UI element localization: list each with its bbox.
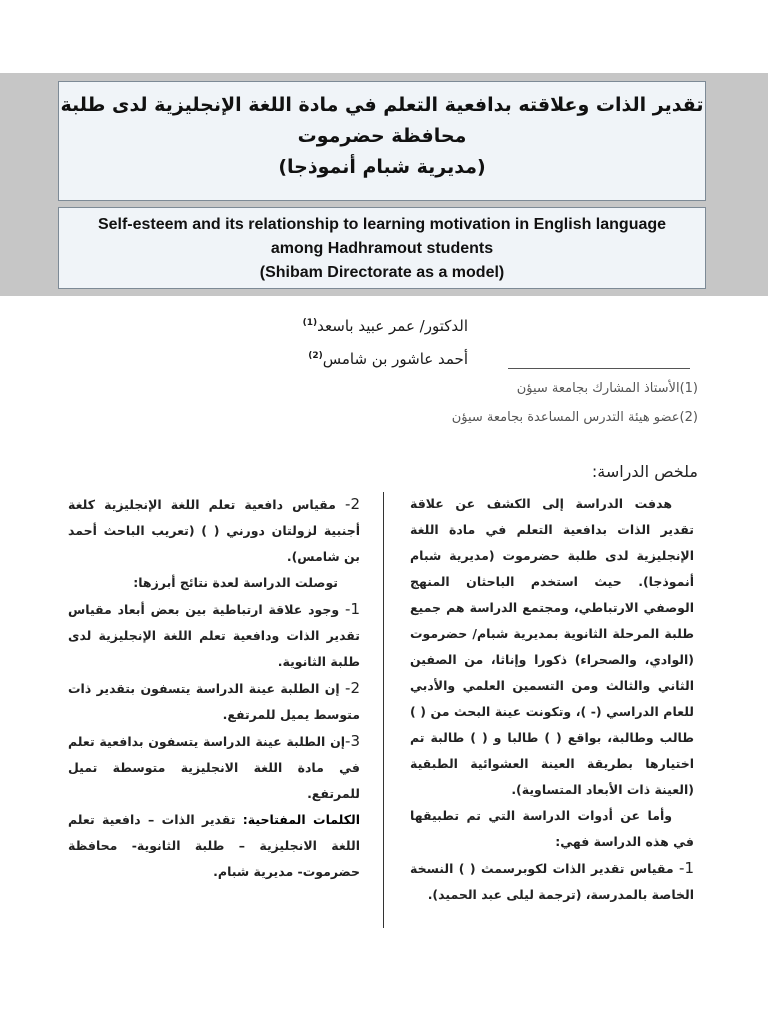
arabic-title-line-2: محافظة حضرموت [297,125,467,147]
results-intro: توصلت الدراسة لعدة نتائج أبرزها: [133,575,338,590]
list-number: 1- [345,600,360,618]
footnote-2: (2)عضو هيئة التدرس المساعدة بجامعة سيؤن [451,410,698,425]
author-2-footnote-mark: (2) [308,351,323,361]
footnote-rule [508,368,690,369]
footnote-1: (1)الأستاذ المشارك بجامعة سيؤن [516,381,698,396]
abstract-list-item [68,728,360,807]
abstract-heading: ملخص الدراسة: [591,462,698,481]
footnotes [452,374,698,432]
author-2-name: أحمد عاشور بن شامس [322,350,468,368]
keywords-text: تقدير الذات – دافعية تعلم اللغة الانجليزية – طلبة الثانوية- محافظة حضرموت- مديرية شبام. [68,812,360,879]
abstract-paragraph: هدفت الدراسة إلى الكشف عن علاقة تقدير الذات بدافعية التعلم في مادة اللغة الإنجليزية لدى طلبة حضرموت (مديرية شبام أنموذجا). حيث استخدم الباحثان المنهج الوصفي الارتباطي، ومجتمع الدراسة هم جميع طلبة المرحلة الثانوية بمديرية شبام/ حضرموت (الوادي، والصحراء) ذكورا وإناثا، من الصفين الثاني والثالث ومن التسمين العلمي والأدبي للعام الدراسي (- )، وتكونت عينة البحث من ( ) طالب وطالبة، بواقع ( ) طالبا و ( ) طالبة تم اختيارها بطريقة العينة العشوائية الطبقية (العينة ذات الأبعاد المتساوية). [410,496,694,797]
abstract-list-item [68,491,360,570]
keywords [68,807,360,885]
arabic-title-line-3: (مديرية شبام أنموذجا) [278,156,486,178]
list-number: 1- [679,859,694,877]
author-2 [303,341,468,374]
keywords-label: الكلمات المفتاحية: [242,812,360,827]
list-number: 3- [345,732,360,750]
arabic-title-line-1: تقدير الذات وعلاقته بدافعية التعلم في مادة اللغة الإنجليزية لدى طلبة [60,94,704,116]
abstract-list-item [410,855,694,908]
author-1 [303,308,468,341]
english-title-line-2: among Hadhramout students [270,240,494,257]
english-title-line-3: (Shibam Directorate as a model) [259,264,505,281]
list-text: وجود علاقة ارتباطية بين بعض أبعاد مقياس تقدير الذات ودافعية تعلم اللغة الإنجليزية لدى طلبة الثانوية. [68,602,360,669]
arabic-title-box [58,81,706,201]
list-text: مقياس دافعية تعلم اللغة الإنجليزية كلغة أجنبية لزولتان دورني ( ) (تعريب الباحث أحمد بن شامس). [68,497,360,564]
author-1-footnote-mark: (1) [302,318,318,328]
abstract-list-item [68,675,360,728]
author-1-name: الدكتور/ عمر عبيد باسعد [317,317,468,335]
abstract-right-column [410,491,694,908]
abstract-list-item [68,596,360,675]
abstract-paragraph: وأما عن أدوات الدراسة التي تم تطبيقها في هذه الدراسة فهي: [410,808,694,849]
english-title-box [58,207,706,289]
abstract-left-column [68,491,360,885]
list-number: 2- [345,679,360,697]
column-divider [383,492,384,928]
english-title-line-1: Self-esteem and its relationship to learning motivation in English language [97,216,667,233]
list-text: مقياس تقدير الذات لكوبرسمث ( ) النسخة الخاصة بالمدرسة، (ترجمة ليلى عبد الحميد). [410,861,694,902]
list-text: إن الطلبة عينة الدراسة يتسفون بدافعية تعلم في مادة اللغة الانجليزية متوسطة تميل للمرتفع. [68,734,360,801]
authors-block [303,308,468,374]
list-text: إن الطلبة عينة الدراسة يتسفون بتقدير ذات متوسط يميل للمرتفع. [68,681,360,722]
list-number: 2- [345,495,360,513]
